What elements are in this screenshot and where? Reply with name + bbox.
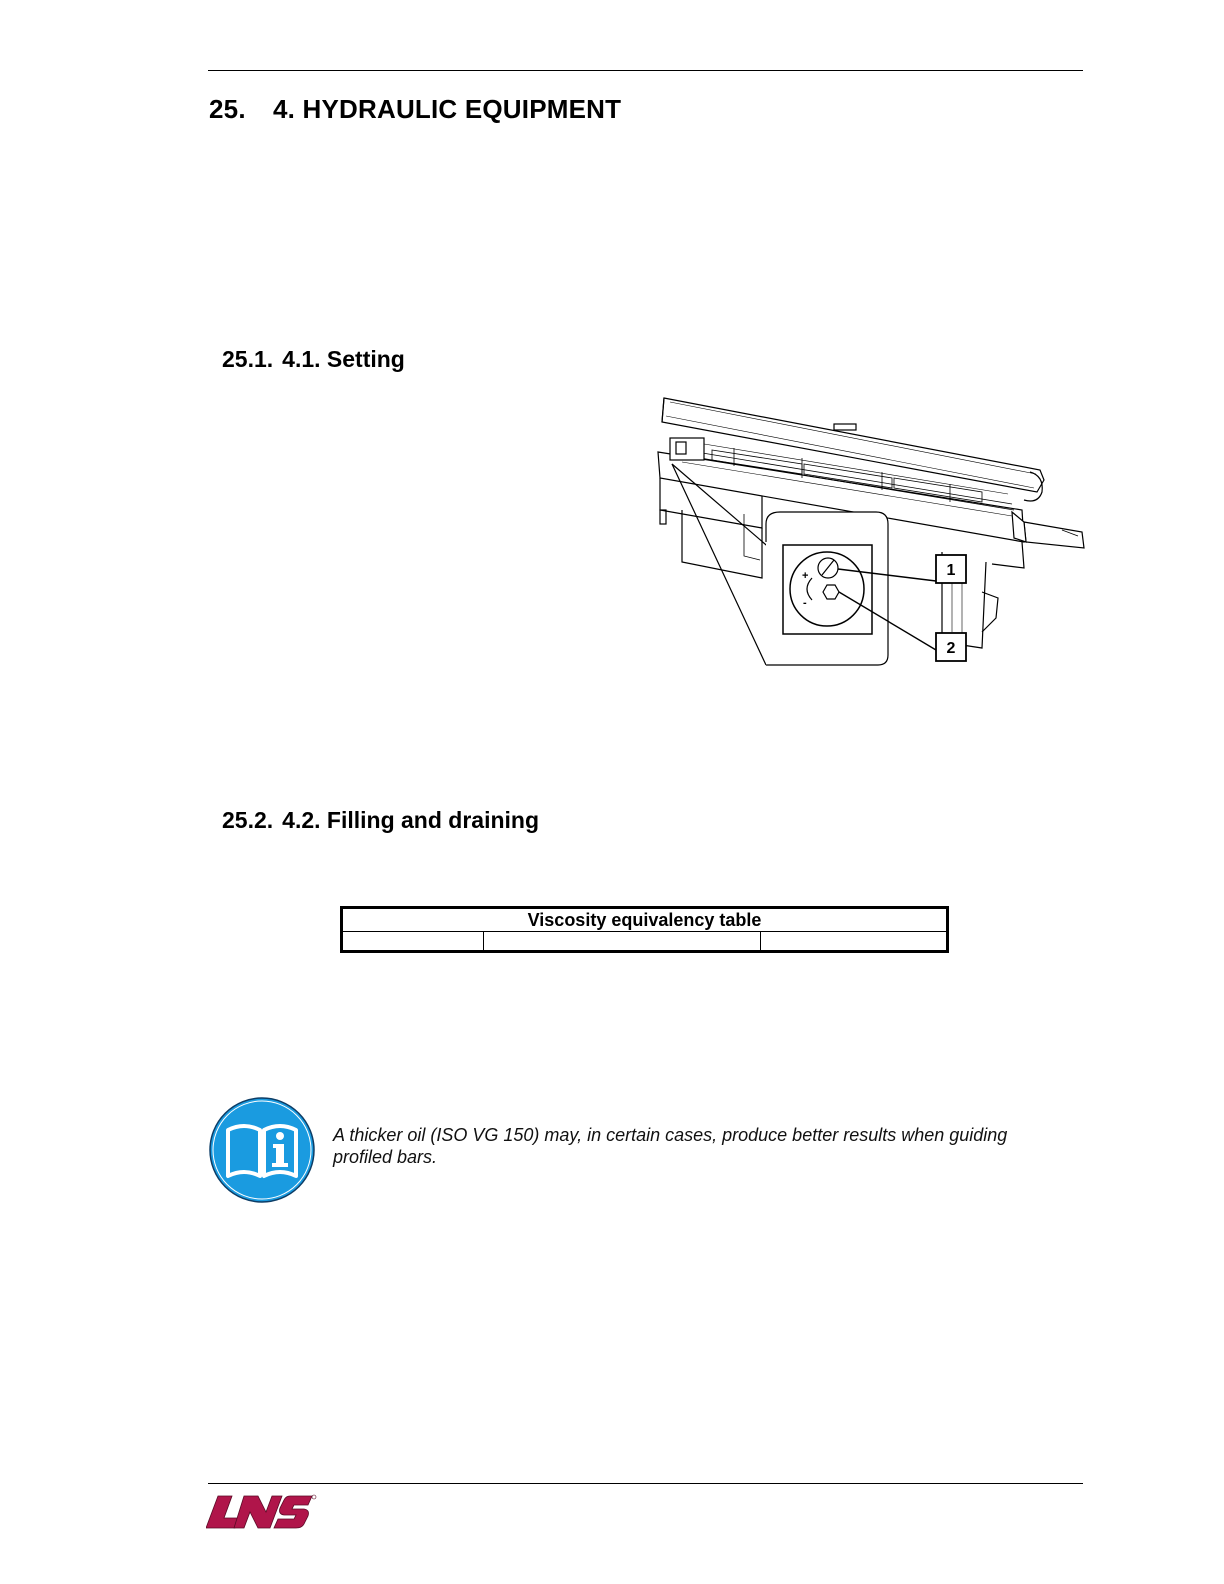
viscosity-table: [340, 906, 949, 953]
subsection-number: 25.2.: [222, 807, 274, 833]
info-manual-icon: [208, 1096, 316, 1204]
table-cell: [484, 932, 761, 952]
subsection-title: 4.2. Filling and draining: [282, 807, 540, 833]
dial-plus-sign: +: [802, 570, 809, 582]
section-number: 25.: [209, 94, 246, 124]
callout-1: [936, 555, 966, 583]
header-rule: [208, 70, 1083, 71]
bar-feeder-illustration: [652, 392, 1092, 677]
section-title: 4. HYDRAULIC EQUIPMENT: [273, 94, 622, 124]
section-heading: [209, 94, 621, 125]
table-cell: [342, 932, 484, 952]
table-row: [342, 932, 948, 952]
callout-2: [936, 633, 966, 661]
note-text: A thicker oil (ISO VG 150) may, in certain cases, produce better results when guiding profiled bars.: [333, 1125, 1008, 1167]
viscosity-table-header: Viscosity equivalency table: [342, 908, 948, 932]
subsection-title: 4.1. Setting: [282, 346, 405, 372]
subsection-number: 25.1.: [222, 346, 274, 372]
table-cell: [761, 932, 948, 952]
callout-1-label: 1: [946, 562, 956, 579]
subsection-heading-filling: [222, 807, 539, 834]
footer-rule: [208, 1483, 1083, 1484]
callout-2-label: 2: [946, 640, 956, 657]
lns-logo: [206, 1494, 318, 1530]
dial-minus-sign: -: [803, 597, 807, 609]
subsection-heading-setting: [222, 346, 405, 373]
